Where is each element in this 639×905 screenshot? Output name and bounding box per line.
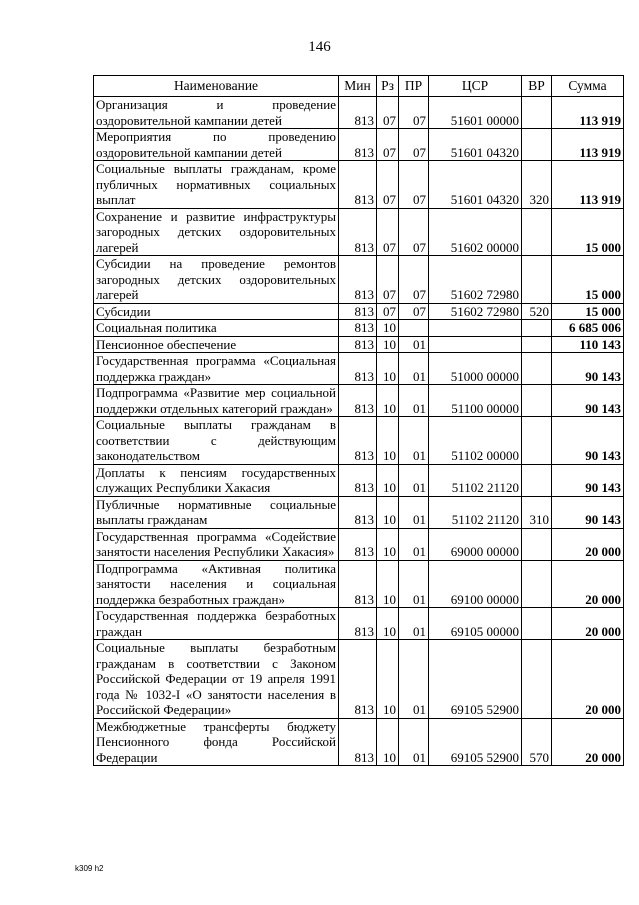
cell-vr (522, 353, 552, 385)
cell-min: 813 (339, 353, 377, 385)
table-row (94, 608, 624, 640)
cell-rz: 10 (377, 353, 399, 385)
cell-sum: 90 143 (552, 353, 624, 385)
cell-min: 813 (339, 129, 377, 161)
cell-pr: 01 (399, 560, 429, 608)
cell-vr (522, 256, 552, 304)
cell-sum: 110 143 (552, 336, 624, 353)
cell-rz: 10 (377, 528, 399, 560)
cell-vr: 520 (522, 303, 552, 320)
cell-rz: 10 (377, 417, 399, 465)
cell-sum: 6 685 006 (552, 320, 624, 337)
cell-vr (522, 320, 552, 337)
cell-pr: 01 (399, 718, 429, 766)
cell-name: Организация и проведение оздоровительной кампании детей (94, 97, 339, 129)
cell-rz: 10 (377, 608, 399, 640)
cell-pr: 01 (399, 528, 429, 560)
cell-csr: 51100 00000 (429, 385, 522, 417)
cell-csr: 51602 00000 (429, 208, 522, 256)
cell-csr: 51102 00000 (429, 417, 522, 465)
cell-pr: 01 (399, 464, 429, 496)
cell-csr: 51601 04320 (429, 161, 522, 209)
cell-name: Субсидии на проведение ремонтов загородных детских оздоровительных лагерей (94, 256, 339, 304)
cell-rz: 10 (377, 496, 399, 528)
cell-min: 813 (339, 97, 377, 129)
cell-sum: 15 000 (552, 256, 624, 304)
cell-sum: 90 143 (552, 385, 624, 417)
cell-sum: 90 143 (552, 464, 624, 496)
cell-csr (429, 336, 522, 353)
cell-rz: 10 (377, 320, 399, 337)
cell-name: Государственная программа «Социальная поддержка граждан» (94, 353, 339, 385)
cell-min: 813 (339, 560, 377, 608)
cell-rz: 07 (377, 129, 399, 161)
header-vr: ВР (522, 76, 552, 97)
cell-min: 813 (339, 417, 377, 465)
cell-rz: 07 (377, 97, 399, 129)
cell-csr: 51601 04320 (429, 129, 522, 161)
cell-vr (522, 608, 552, 640)
cell-min: 813 (339, 336, 377, 353)
cell-csr: 51102 21120 (429, 496, 522, 528)
cell-csr: 51000 00000 (429, 353, 522, 385)
budget-table (93, 75, 624, 766)
cell-name: Подпрограмма «Развитие мер социальной поддержки отдельных категорий граждан» (94, 385, 339, 417)
cell-csr: 69105 52900 (429, 640, 522, 719)
cell-rz: 07 (377, 256, 399, 304)
cell-rz: 07 (377, 161, 399, 209)
cell-vr (522, 464, 552, 496)
table-row (94, 464, 624, 496)
cell-vr (522, 385, 552, 417)
cell-name: Социальные выплаты безработным гражданам в соответствии с Законом Российской Федерации от 19 апреля 1991 года № 1032-I «О занятости населения в Российской Федерации» (94, 640, 339, 719)
cell-name: Межбюджетные трансферты бюджету Пенсионного фонда Российской Федерации (94, 718, 339, 766)
cell-sum: 20 000 (552, 528, 624, 560)
cell-csr: 69105 52900 (429, 718, 522, 766)
table-row (94, 256, 624, 304)
cell-vr (522, 640, 552, 719)
cell-name: Субсидии (94, 303, 339, 320)
table-row (94, 336, 624, 353)
cell-pr: 01 (399, 417, 429, 465)
cell-name: Социальная политика (94, 320, 339, 337)
cell-sum: 20 000 (552, 560, 624, 608)
table-row (94, 640, 624, 719)
cell-csr: 51601 00000 (429, 97, 522, 129)
page-number: 146 (308, 39, 331, 55)
cell-name: Государственная поддержка безработных граждан (94, 608, 339, 640)
table-row (94, 385, 624, 417)
header-sum: Сумма (552, 76, 624, 97)
header-name: Наименование (94, 76, 339, 97)
table-row (94, 161, 624, 209)
cell-vr (522, 129, 552, 161)
cell-min: 813 (339, 385, 377, 417)
cell-min: 813 (339, 496, 377, 528)
table-row (94, 303, 624, 320)
cell-name: Государственная программа «Содействие занятости населения Республики Хакасия» (94, 528, 339, 560)
cell-pr: 07 (399, 256, 429, 304)
cell-vr (522, 208, 552, 256)
cell-pr: 01 (399, 496, 429, 528)
cell-name: Подпрограмма «Активная политика занятости населения и социальная поддержка безработных граждан» (94, 560, 339, 608)
cell-name: Пенсионное обеспечение (94, 336, 339, 353)
cell-min: 813 (339, 303, 377, 320)
cell-sum: 15 000 (552, 303, 624, 320)
cell-min: 813 (339, 320, 377, 337)
cell-csr: 69105 00000 (429, 608, 522, 640)
table-row (94, 353, 624, 385)
cell-vr (522, 417, 552, 465)
cell-vr (522, 560, 552, 608)
table-row (94, 528, 624, 560)
cell-name: Мероприятия по проведению оздоровительной кампании детей (94, 129, 339, 161)
cell-vr: 310 (522, 496, 552, 528)
table-row (94, 129, 624, 161)
cell-rz: 07 (377, 208, 399, 256)
cell-sum: 20 000 (552, 640, 624, 719)
cell-csr: 69100 00000 (429, 560, 522, 608)
cell-sum: 90 143 (552, 496, 624, 528)
cell-sum: 113 919 (552, 129, 624, 161)
cell-pr: 01 (399, 608, 429, 640)
cell-min: 813 (339, 640, 377, 719)
header-row (94, 76, 624, 97)
table-row (94, 560, 624, 608)
cell-vr (522, 97, 552, 129)
cell-pr: 07 (399, 303, 429, 320)
cell-pr: 07 (399, 161, 429, 209)
cell-sum: 15 000 (552, 208, 624, 256)
cell-sum: 113 919 (552, 161, 624, 209)
cell-sum: 20 000 (552, 608, 624, 640)
cell-min: 813 (339, 608, 377, 640)
cell-rz: 10 (377, 464, 399, 496)
cell-rz: 10 (377, 718, 399, 766)
cell-min: 813 (339, 464, 377, 496)
cell-pr: 01 (399, 353, 429, 385)
cell-pr: 07 (399, 97, 429, 129)
cell-sum: 113 919 (552, 97, 624, 129)
table-row (94, 320, 624, 337)
table-body (94, 97, 624, 766)
cell-pr: 01 (399, 640, 429, 719)
cell-sum: 90 143 (552, 417, 624, 465)
header-pr: ПР (399, 76, 429, 97)
cell-pr: 07 (399, 208, 429, 256)
cell-pr: 07 (399, 129, 429, 161)
cell-rz: 10 (377, 560, 399, 608)
cell-vr (522, 528, 552, 560)
cell-sum: 20 000 (552, 718, 624, 766)
cell-rz: 10 (377, 640, 399, 719)
cell-min: 813 (339, 528, 377, 560)
table-row (94, 97, 624, 129)
cell-vr: 570 (522, 718, 552, 766)
cell-name: Социальные выплаты гражданам, кроме публичных нормативных социальных выплат (94, 161, 339, 209)
header-csr: ЦСР (429, 76, 522, 97)
cell-rz: 10 (377, 336, 399, 353)
cell-min: 813 (339, 256, 377, 304)
cell-min: 813 (339, 161, 377, 209)
cell-csr (429, 320, 522, 337)
cell-rz: 07 (377, 303, 399, 320)
cell-name: Доплаты к пенсиям государственных служащих Республики Хакасия (94, 464, 339, 496)
cell-vr (522, 336, 552, 353)
header-min: Мин (339, 76, 377, 97)
header-rz: Рз (377, 76, 399, 97)
cell-rz: 10 (377, 385, 399, 417)
table-row (94, 208, 624, 256)
table-row (94, 417, 624, 465)
cell-pr: 01 (399, 385, 429, 417)
table-row (94, 496, 624, 528)
cell-csr: 69000 00000 (429, 528, 522, 560)
cell-pr (399, 320, 429, 337)
cell-vr: 320 (522, 161, 552, 209)
cell-csr: 51102 21120 (429, 464, 522, 496)
table-row (94, 718, 624, 766)
cell-pr: 01 (399, 336, 429, 353)
footer-code: k309 h2 (75, 864, 104, 873)
cell-name: Социальные выплаты гражданам в соответствии с действующим законодательством (94, 417, 339, 465)
cell-csr: 51602 72980 (429, 303, 522, 320)
cell-min: 813 (339, 208, 377, 256)
cell-name: Публичные нормативные социальные выплаты гражданам (94, 496, 339, 528)
cell-csr: 51602 72980 (429, 256, 522, 304)
cell-min: 813 (339, 718, 377, 766)
cell-name: Сохранение и развитие инфраструктуры загородных детских оздоровительных лагерей (94, 208, 339, 256)
